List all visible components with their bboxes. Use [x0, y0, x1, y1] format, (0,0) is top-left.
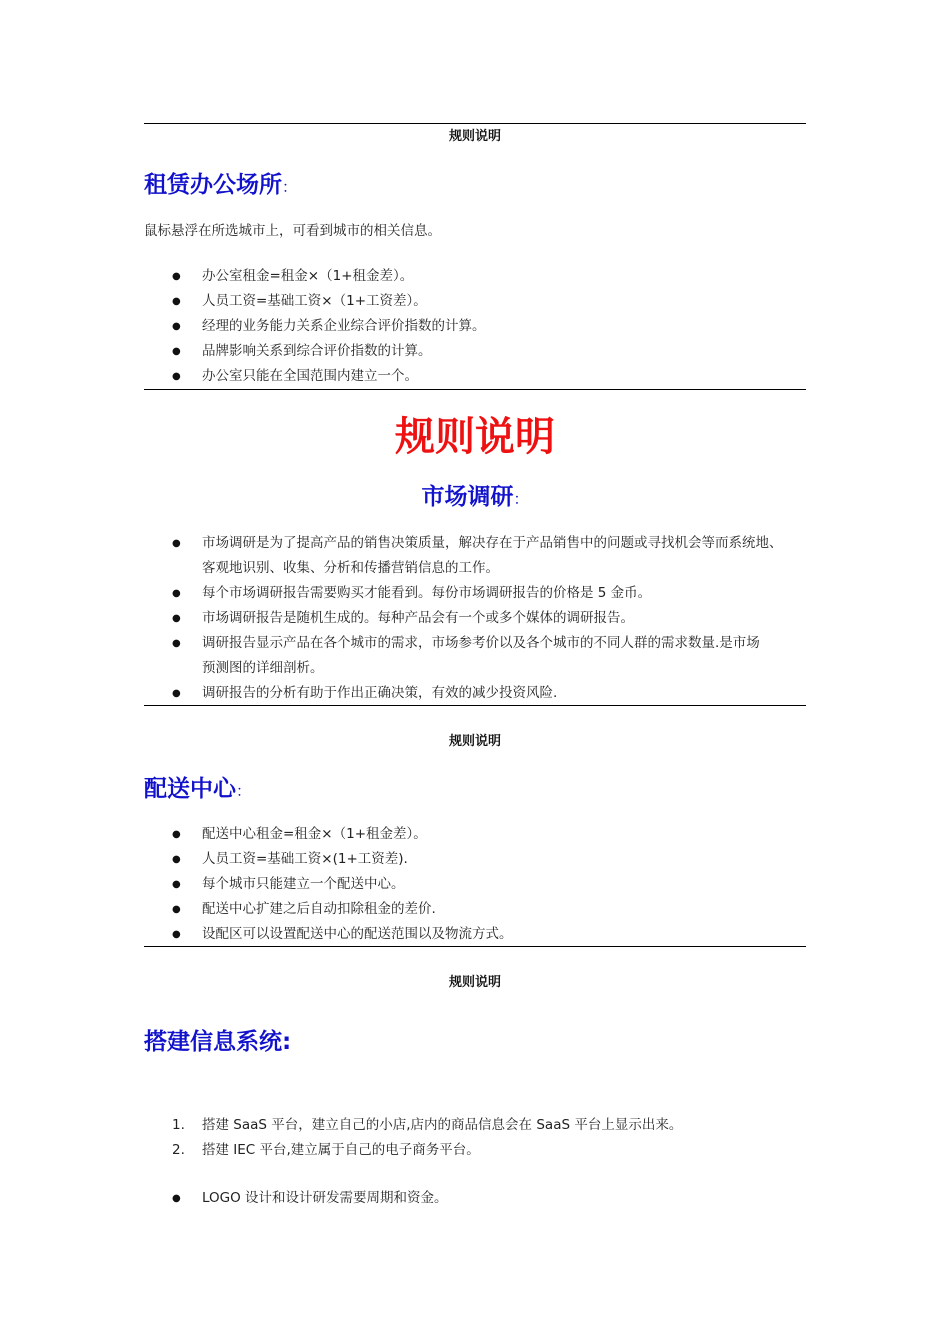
section-banner: 规则说明 [448, 129, 501, 144]
heading-text: 租赁办公场所 [144, 172, 282, 198]
list-item: ● 品牌影响关系到综合评价指数的计算。 [144, 339, 814, 364]
list-item-continuation: 客观地识别、收集、分析和传播营销信息的工作。 [202, 560, 499, 576]
list-item: ● 市场调研报告是随机生成的。每种产品会有一个或多个媒体的调研报告。 [144, 606, 814, 631]
intro-paragraph: 鼠标悬浮在所选城市上，可看到城市的相关信息。 [144, 223, 441, 239]
bullet-list [144, 822, 814, 947]
section-banner: 规则说明 [448, 734, 501, 749]
list-item: ● 办公室只能在全国范围内建立一个。 [144, 364, 814, 389]
section-heading [144, 1027, 291, 1057]
numbered-list [144, 1113, 814, 1163]
list-item [144, 1138, 814, 1163]
list-item: ● 办公室租金=租金×（1+租金差）。 [144, 264, 814, 289]
heading-colon: : [282, 1029, 292, 1055]
list-item: ● 人员工资=基础工资×(1+工资差). [144, 847, 814, 872]
list-item-text: 搭建 IEC 平台,建立属于自己的电子商务平台。 [202, 1142, 480, 1158]
section-heading [144, 774, 251, 806]
list-number: 2. [172, 1142, 185, 1158]
section-divider [144, 123, 806, 124]
list-item: ● 调研报告显示产品在各个城市的需求，市场参考价以及各个城市的不同人群的需求数量.是市场 [144, 631, 814, 656]
list-item: ● 每个市场调研报告需要购买才能看到。每份市场调研报告的价格是 5 金币。 [144, 581, 814, 606]
list-item: ● 人员工资=基础工资×（1+工资差）。 [144, 289, 814, 314]
section-heading [144, 170, 297, 202]
section-divider [144, 946, 806, 947]
heading-colon: ： [282, 178, 298, 196]
list-item-text: 搭建 SaaS 平台，建立自己的小店,店内的商品信息会在 SaaS 平台上显示出来。 [202, 1117, 683, 1133]
list-item: ● 每个城市只能建立一个配送中心。 [144, 872, 814, 897]
heading-colon: ： [513, 490, 529, 508]
bullet-list [144, 1186, 814, 1211]
list-item: ● 经理的业务能力关系企业综合评价指数的计算。 [144, 314, 814, 339]
list-item: ● 配送中心扩建之后自动扣除租金的差价. [144, 897, 814, 922]
list-number: 1. [172, 1117, 185, 1133]
section-divider [144, 389, 806, 390]
heading-text: 配送中心 [144, 776, 236, 802]
heading-text: 搭建信息系统 [144, 1029, 282, 1055]
list-item: ● 配送中心租金=租金×（1+租金差）。 [144, 822, 814, 847]
bullet-list [144, 531, 814, 706]
section-heading [144, 482, 806, 514]
section-banner-large: 规则说明 [395, 413, 555, 460]
heading-text: 市场调研 [421, 484, 514, 510]
list-item: ● 调研报告的分析有助于作出正确决策，有效的减少投资风险. [144, 681, 814, 706]
section-divider [144, 705, 806, 706]
list-item: ● LOGO 设计和设计研发需要周期和资金。 [144, 1186, 814, 1211]
list-item: ● 市场调研是为了提高产品的销售决策质量，解决存在于产品销售中的问题或寻找机会等而系统地、 [144, 531, 814, 556]
list-item-continuation: 预测图的详细剖析。 [202, 660, 324, 676]
list-item [144, 1113, 814, 1138]
section-banner: 规则说明 [448, 975, 501, 990]
list-item: ● 设配区可以设置配送中心的配送范围以及物流方式。 [144, 922, 814, 947]
bullet-list [144, 264, 814, 389]
heading-colon: ： [236, 782, 252, 800]
